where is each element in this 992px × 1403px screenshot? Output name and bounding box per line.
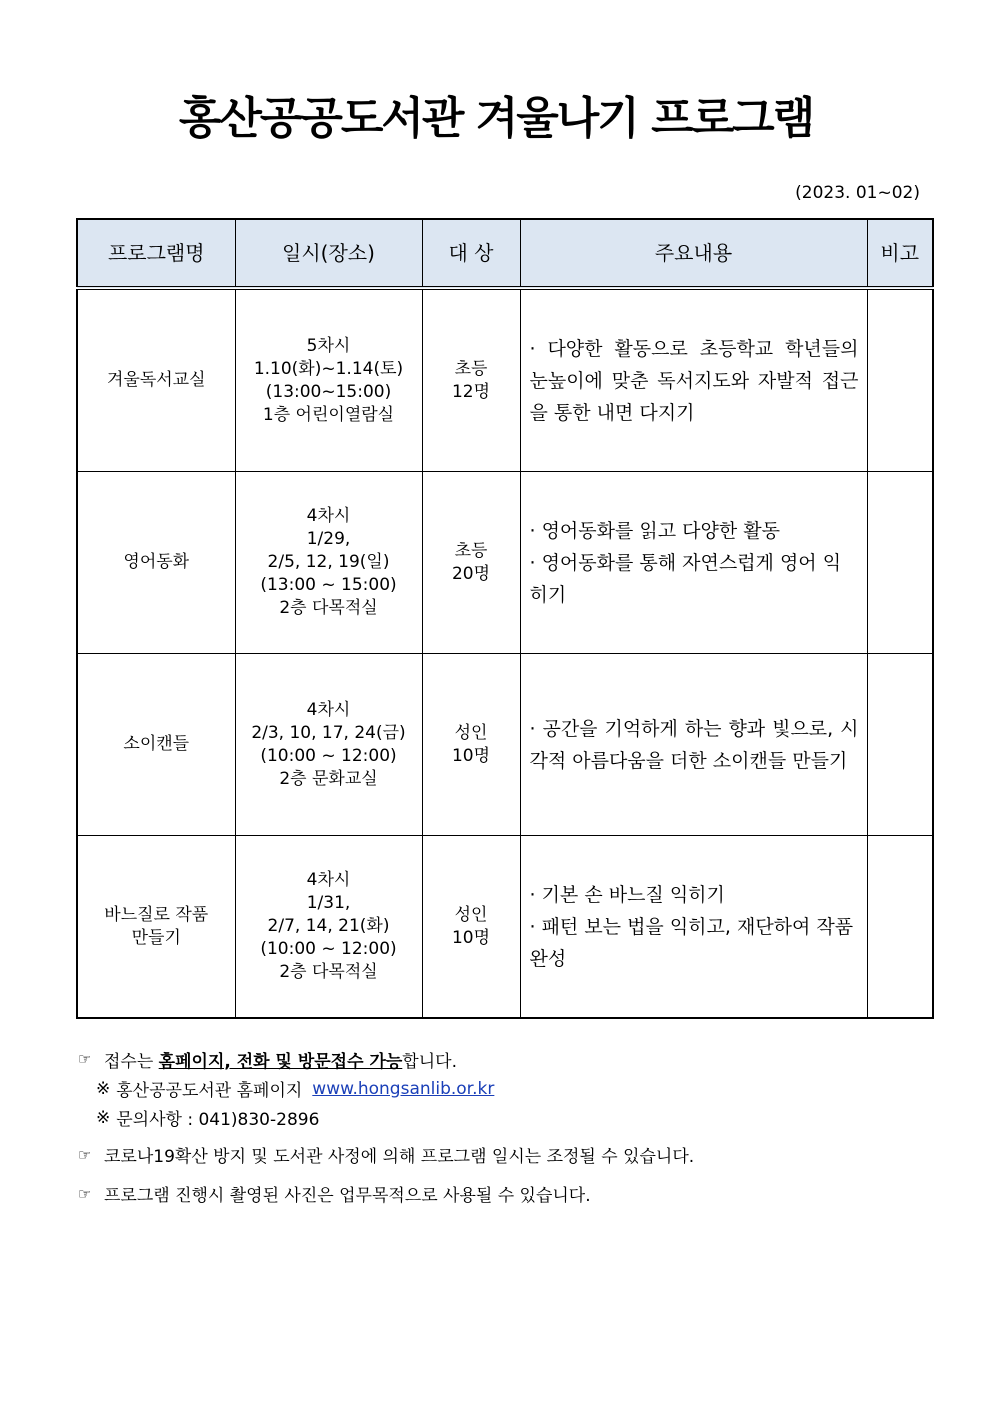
schedule-line: 4차시: [306, 506, 351, 526]
schedule-line: 4차시: [306, 699, 351, 720]
note-cell: [867, 288, 933, 472]
target-line: 10명: [451, 745, 491, 766]
target-line: 성인: [454, 722, 488, 743]
content-cell: [520, 472, 867, 654]
schedule-cell: [235, 654, 422, 836]
program-name: 영어동화: [123, 552, 190, 572]
schedule-line: 2/5, 12, 19(일): [267, 552, 390, 572]
schedule-line: 2층 다목적실: [279, 962, 378, 982]
notes-section: [78, 1044, 938, 1210]
content-cell: [520, 654, 867, 836]
contact-label: 문의사항 : 041)830-2896: [116, 1110, 320, 1130]
schedule-cell: [235, 836, 422, 1019]
note-cell: [867, 836, 933, 1019]
target-line: 10명: [451, 927, 491, 948]
contact-note: [78, 1103, 938, 1132]
photo-text: 프로그램 진행시 촬영된 사진은 업무목적으로 사용될 수 있습니다.: [104, 1186, 591, 1206]
target-cell: [422, 654, 520, 836]
content-line: · 공간을 기억하게 하는 향과 빛으로, 시각적 아름다움을 더한 소이캔들 만들기: [529, 717, 859, 772]
program-name: 바느질로 작품: [104, 904, 209, 925]
content-line: · 영어동화를 읽고 다양한 활동: [529, 519, 780, 542]
registration-emphasis: 홈페이지, 전화 및 방문접수 가능: [158, 1051, 403, 1072]
target-cell: [422, 288, 520, 472]
schedule-line: 1/29,: [306, 529, 351, 549]
content-line: · 기본 손 바느질 익히기: [529, 883, 725, 906]
target-cell: [422, 472, 520, 654]
covid-text: 코로나19확산 방지 및 도서관 사정에 의해 프로그램 일시는 조정될 수 있습니다.: [104, 1147, 695, 1167]
content-line: · 영어동화를 통해 자연스럽게 영어 익히기: [529, 551, 842, 606]
schedule-line: 2/3, 10, 17, 24(금): [251, 722, 406, 743]
table-header-row: [77, 219, 933, 288]
table-row: [77, 472, 933, 654]
table-row: [77, 654, 933, 836]
content-line: · 패턴 보는 법을 익히고, 재단하여 작품 완성: [529, 915, 854, 970]
program-name-cell: [77, 288, 235, 472]
table-row: [77, 836, 933, 1019]
schedule-line: 2층 문화교실: [279, 768, 378, 789]
program-name: 겨울독서교실: [106, 370, 206, 390]
program-name: 소이캔들: [123, 734, 190, 754]
schedule-cell: [235, 288, 422, 472]
registration-prefix: 접수는: [104, 1051, 159, 1072]
photo-note: [78, 1177, 938, 1210]
header-schedule: 일시(장소): [235, 219, 422, 288]
schedule-line: 1/31,: [306, 893, 351, 913]
header-note: 비고: [867, 219, 933, 288]
header-program-name: 프로그램명: [77, 219, 235, 288]
target-line: 성인: [454, 904, 488, 925]
program-period: (2023. 01~02): [795, 183, 920, 203]
header-content: 주요내용: [520, 219, 867, 288]
target-line: 20명: [451, 563, 491, 584]
schedule-line: 2/7, 14, 21(화): [267, 916, 390, 936]
schedule-line: (13:00~15:00): [265, 381, 392, 402]
covid-note: [78, 1138, 938, 1171]
schedule-line: 5차시: [306, 335, 351, 356]
content-line: · 다양한 활동으로 초등학교 학년들의 눈높이에 맞춘 독서지도와 자발적 접근을 통한 내면 다지기: [529, 337, 859, 424]
program-name-cell: [77, 654, 235, 836]
program-table: [76, 218, 934, 1019]
schedule-line: (10:00 ~ 12:00): [260, 939, 397, 959]
homepage-label: 홍산공공도서관 홈페이지: [116, 1081, 303, 1101]
pointing-hand-icon: ☞: [78, 1145, 92, 1164]
reference-mark-icon: ※: [96, 1107, 111, 1128]
note-cell: [867, 654, 933, 836]
target-line: 초등: [454, 358, 488, 379]
schedule-line: 1.10(화)~1.14(토): [253, 358, 404, 379]
schedule-cell: [235, 472, 422, 654]
schedule-line: (10:00 ~ 12:00): [260, 745, 397, 766]
reference-mark-icon: ※: [96, 1078, 111, 1099]
registration-suffix: 합니다.: [402, 1051, 457, 1072]
page-title: 홍산공공도서관 겨울나기 프로그램: [178, 93, 814, 144]
content-cell: [520, 836, 867, 1019]
header-target: 대 상: [422, 219, 520, 288]
pointing-hand-icon: ☞: [78, 1184, 92, 1203]
program-name: 만들기: [131, 927, 181, 948]
schedule-line: 2층 다목적실: [279, 598, 378, 618]
schedule-line: 1층 어린이열람실: [262, 404, 395, 425]
registration-note: [78, 1044, 938, 1074]
program-name-cell: [77, 836, 235, 1019]
note-cell: [867, 472, 933, 654]
schedule-line: (13:00 ~ 15:00): [260, 575, 397, 595]
target-line: 초등: [454, 540, 488, 561]
target-line: 12명: [451, 381, 491, 402]
schedule-line: 4차시: [306, 870, 351, 890]
pointing-hand-icon: ☞: [78, 1050, 92, 1068]
table-row: [77, 288, 933, 472]
homepage-note: [78, 1074, 938, 1103]
content-cell: [520, 288, 867, 472]
program-name-cell: [77, 472, 235, 654]
homepage-link[interactable]: www.hongsanlib.or.kr: [312, 1078, 495, 1099]
target-cell: [422, 836, 520, 1019]
